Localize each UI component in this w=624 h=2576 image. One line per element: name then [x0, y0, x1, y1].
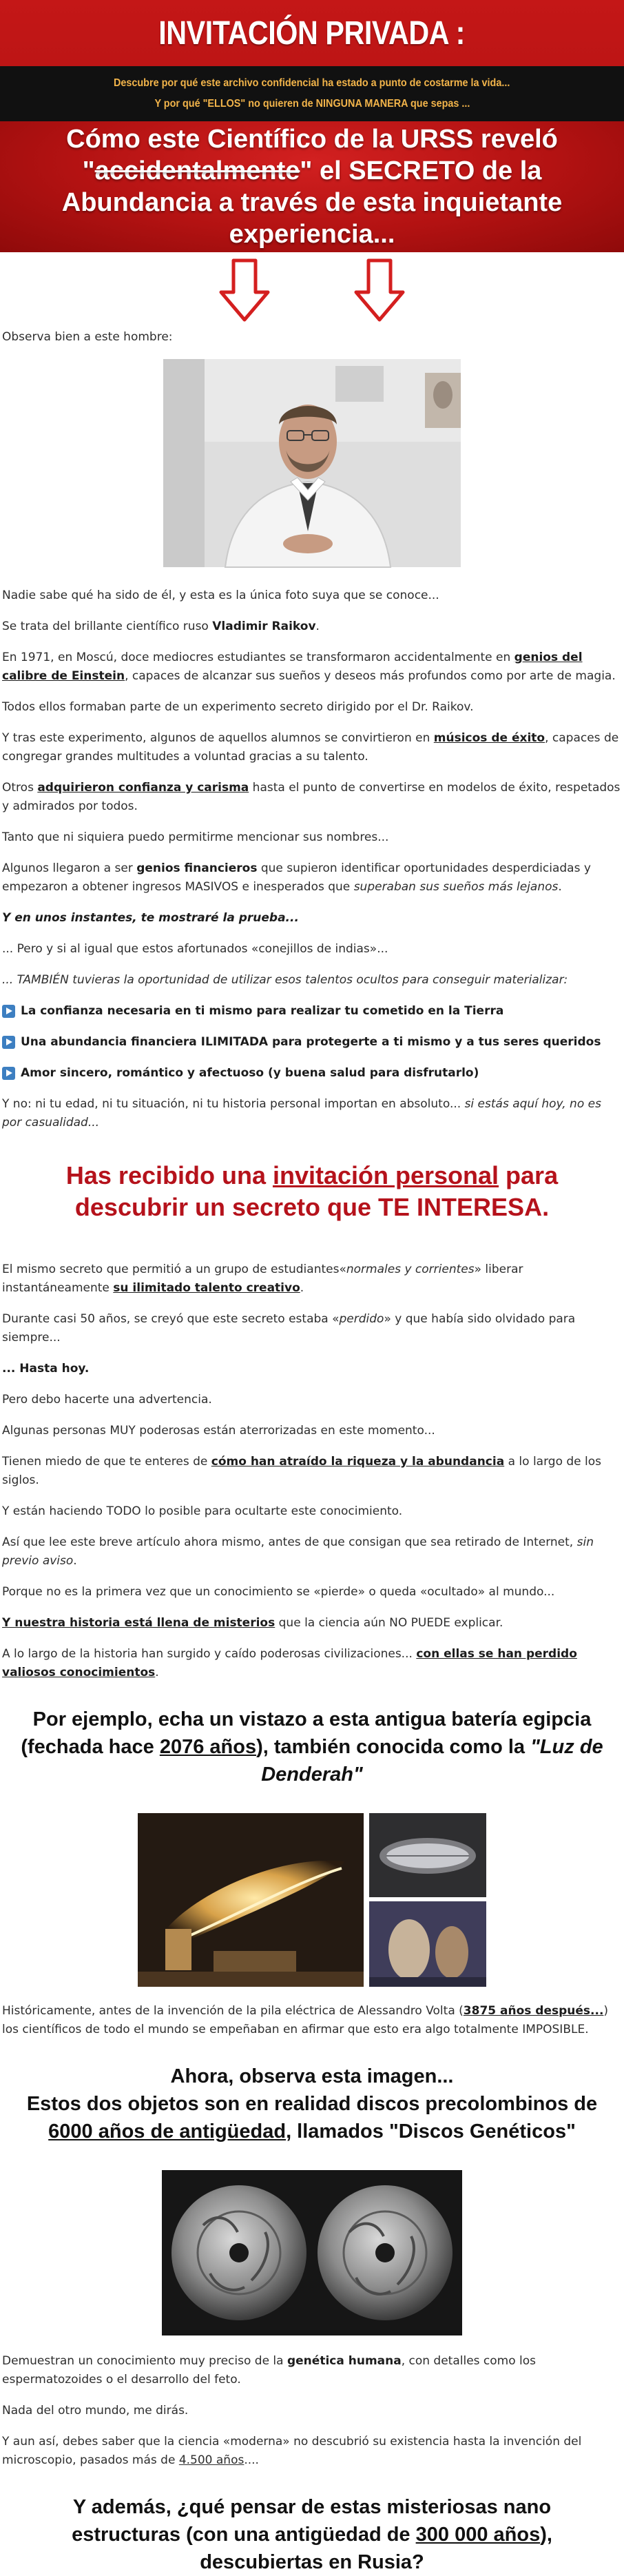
benefit-text: Amor sincero, romántico y afectuoso (y buena salud para disfrutarlo): [21, 1066, 479, 1080]
history-link[interactable]: Y nuestra historia está llena de misterios: [2, 1616, 275, 1630]
microscope-years-link[interactable]: 4.500 años: [178, 2453, 245, 2467]
battery-side-images: [369, 1813, 486, 1987]
financial-mid: que supieron identificar oportunidades desperdiciadas y empezaron a obtener ingresos MASIVOS e inesperados que: [2, 861, 591, 894]
headline-post: " el SECRETO de la Abundancia a través de esta inquietante experiencia...: [61, 156, 563, 249]
others-pre: Otros: [2, 781, 38, 795]
volta-years-link[interactable]: 3875 años después...: [463, 2004, 604, 2018]
experiment-text: Todos ellos formaban parte de un experimento secreto dirigido por el Dr. Raikov.: [2, 700, 474, 714]
fifty-pre: Durante casi 50 años, se creyó que este secreto estaba «: [2, 1312, 340, 1326]
read-italic: sin previo aviso: [2, 1535, 594, 1568]
history-post: que la ciencia aún NO PUEDE explicar.: [275, 1616, 503, 1630]
not-matter-text: [2, 1095, 622, 1132]
hero-headline: [28, 123, 596, 250]
scientist-pre: Se trata del brillante científico ruso: [2, 620, 213, 633]
musicians-pre: Y tras este experimento, algunos de aquellos alumnos se convirtieron en: [2, 731, 434, 745]
headline-strike: accidentalmente: [94, 156, 300, 185]
einstein-link[interactable]: genios del calibre de Einstein: [2, 651, 583, 683]
financial-pre: Algunos llegaron a ser: [2, 861, 137, 875]
battery-mid2: ), también conocida como la: [256, 1736, 531, 1758]
band-line-2: Y por qué "ELLOS" no quieren de NINGUNA MANERA que sepas ...: [154, 98, 470, 110]
fifty-years-text: [2, 1310, 622, 1347]
genetic-bold: genética humana: [287, 2354, 402, 2368]
genetic-pre: Demuestran un conocimiento muy preciso de la: [2, 2354, 287, 2368]
same-secret-text: [2, 1260, 622, 1298]
invitation-link[interactable]: invitación personal: [272, 1161, 499, 1189]
benefit-item: [2, 1002, 622, 1021]
moscow-post: , capaces de alcanzar sus sueños y deseos más profundos como por arte de magia.: [125, 669, 616, 683]
play-bullet-icon: [2, 1005, 15, 1018]
glass-bulb-icon: [369, 1813, 486, 1897]
lucky-text: ... Pero y si al igual que estos afortunados «conejillos de indias»...: [2, 942, 388, 956]
dendera-light-icon: [138, 1813, 364, 1987]
invitation-heading: [43, 1160, 581, 1223]
battery-mid: (fechada hace: [21, 1736, 160, 1758]
battery-italic: "Luz de Denderah": [261, 1736, 603, 1786]
genetic-text: [2, 2352, 622, 2389]
history-text: [2, 1614, 622, 1633]
creative-talent-link[interactable]: su ilimitado talento creativo: [113, 1281, 300, 1295]
discs-bold: discos precolombinos: [356, 2093, 569, 2115]
hero-header: [0, 0, 624, 252]
until-today-text: ... Hasta hoy.: [2, 1362, 90, 1376]
same-pre: El mismo secreto que permitió a un grupo de estudiantes«: [2, 1263, 346, 1276]
battery-glass-image: [369, 1813, 486, 1897]
powerful-text: Algunas personas MUY poderosas están aterrorizadas en este momento...: [2, 1424, 435, 1438]
battery-images: [2, 1813, 622, 1987]
scientist-name: Vladimir Raikov: [212, 620, 316, 633]
not-matter-pre: Y no: ni tu edad, ni tu situación, ni tu historia personal importan en absoluto...: [2, 1097, 465, 1111]
band-line-1: Descubre por qué este archivo confidencial ha estado a punto de costarme la vida...: [114, 77, 510, 89]
play-bullet-icon: [2, 1067, 15, 1080]
civ-post: .: [155, 1666, 159, 1679]
dendera-relief-image: [138, 1813, 364, 1987]
fifty-italic: perdido: [339, 1312, 384, 1326]
not-matter-italic: si estás aquí hoy, no es por casualidad...: [2, 1097, 601, 1129]
read-post: .: [73, 1554, 77, 1568]
battery-bold: antigua batería egipcia: [375, 1708, 592, 1730]
benefit-text: La confianza necesaria en ti mismo para realizar tu cometido en la Tierra: [21, 1004, 504, 1018]
play-bullet-icon: [2, 1036, 15, 1049]
benefit-text: Una abundancia financiera ILIMITADA para protegerte a ti mismo y a tus seres queridos: [21, 1035, 601, 1049]
scientist-portrait-icon: [163, 359, 461, 567]
discs-years-link[interactable]: 6000 años de antigüedad: [48, 2120, 287, 2143]
nano-heading: [16, 2493, 608, 2576]
raikov-photo: [163, 359, 461, 567]
nano-post: ), descubiertas en Rusia?: [200, 2524, 552, 2573]
others-post: hasta el punto de convertirse en modelos de éxito, respetados y admirados por todos.: [2, 781, 621, 813]
not-first-text: Porque no es la primera vez que un conocimiento se «pierde» o queda «ocultado» al mundo...: [2, 1585, 555, 1599]
wealth-link[interactable]: cómo han atraído la riqueza y la abundancia: [211, 1455, 505, 1469]
genetic-discs-image: [162, 2170, 462, 2335]
lost-knowledge-link[interactable]: con ellas se han perdido valiosos conocimientos: [2, 1647, 577, 1679]
down-arrow-icon: [218, 258, 271, 323]
discs-line1: Ahora, observa esta imagen...: [170, 2065, 454, 2087]
hero-title-bar: [0, 0, 624, 66]
article-body: [0, 328, 624, 2576]
genetic-discs-image-wrap: [2, 2170, 622, 2335]
financial-bold: genios financieros: [136, 861, 258, 875]
battery-years-link[interactable]: 2076 años: [159, 1736, 257, 1758]
civilizations-text: [2, 1645, 622, 1682]
nano-years-link[interactable]: 300 000 años: [415, 2524, 541, 2546]
discs-heading: [16, 2063, 608, 2145]
hide-text: Y están haciendo TODO lo posible para ocultarte este conocimiento.: [2, 1504, 403, 1518]
genetic-post: , con detalles como los espermatozoides o el desarrollo del feto.: [2, 2354, 537, 2386]
proof-text: Y en unos instantes, te mostraré la prueba...: [2, 911, 299, 925]
musicians-link[interactable]: músicos de éxito: [433, 731, 545, 745]
benefit-item: [2, 1064, 622, 1083]
nano-bold: misteriosas nano estructuras: [72, 2496, 552, 2546]
confidence-link[interactable]: adquirieron confianza y carisma: [37, 781, 249, 795]
down-arrows: [0, 252, 624, 328]
battery-pre: Por ejemplo, echa un vistazo a esta: [32, 1708, 375, 1730]
so-much-text: Tanto que ni siquiera puedo permitirme mencionar sus nombres...: [2, 830, 389, 844]
volta-pre: Históricamente, antes de la invención de la pila eléctrica de Alessandro Volta (: [2, 2004, 464, 2018]
warning-text: Pero debo hacerte una advertencia.: [2, 1393, 212, 1407]
hero-headline-area: [0, 121, 624, 252]
nobody-knows-text: Nadie sabe qué ha sido de él, y esta es la única foto suya que se conoce...: [2, 589, 439, 602]
raikov-photo-wrap: [2, 359, 622, 567]
moscow-text: [2, 648, 622, 686]
nano-pre: Y además, ¿qué pensar de estas: [72, 2496, 387, 2518]
invitation-pre: Has recibido una: [65, 1161, 273, 1189]
still-post: ....: [244, 2453, 259, 2467]
still-pre: Y aun así, debes saber que la ciencia «moderna» no descubrió su existencia hasta la invención del microscopio, pasados más de: [2, 2435, 582, 2467]
civ-pre: A lo largo de la historia han surgido y caído poderosas civilizaciones...: [2, 1647, 417, 1661]
financial-post: .: [558, 880, 562, 894]
financial-text: [2, 859, 622, 897]
volta-text: [2, 2002, 622, 2039]
same-post: .: [300, 1281, 304, 1295]
fifty-post: » y que había sido olvidado para siempre...: [2, 1312, 576, 1345]
musicians-post: , capaces de congregar grandes multitudes a voluntad gracias a su talento.: [2, 731, 619, 764]
fear-pre: Tienen miedo de que te enteres de: [2, 1455, 211, 1469]
financial-italic: superaban sus sueños más lejanos: [353, 880, 559, 894]
scientist-post: .: [315, 620, 320, 633]
confidential-band: [0, 66, 624, 121]
read-now-text: [2, 1533, 622, 1571]
same-mid: » liberar instantáneamente: [2, 1263, 523, 1295]
discs-mid: de: [568, 2093, 598, 2115]
microscope-text: [2, 2433, 622, 2470]
also-text: ... TAMBIÉN tuvieras la oportunidad de utilizar esos talentos ocultos para conseguir materializar:: [2, 973, 568, 987]
same-italic: normales y corrientes: [346, 1263, 475, 1276]
nothing-special-text: Nada del otro mundo, me dirás.: [2, 2404, 189, 2417]
battery-heading: [16, 1706, 608, 1788]
look-text: Observa bien a este hombre:: [2, 330, 173, 344]
invitation-post: para descubrir un secreto que TE INTERESA.: [74, 1161, 559, 1221]
moscow-pre: En 1971, en Moscú, doce mediocres estudiantes se transformaron accidentalmente en: [2, 651, 514, 664]
clay-jar-icon: [369, 1901, 486, 1987]
volta-post: ) los científicos de todo el mundo se empeñaban en afirmar que esto era algo totalmente IMPOSIBLE.: [2, 2004, 609, 2036]
discs-pre: Estos dos objetos son en realidad: [26, 2093, 357, 2115]
down-arrow-icon: [353, 258, 406, 323]
read-pre: Así que lee este breve artículo ahora mismo, antes de que consigan que sea retirado de Internet,: [2, 1535, 577, 1549]
musicians-text: [2, 729, 622, 766]
benefit-item: [2, 1033, 622, 1052]
page-title: INVITACIÓN PRIVADA :: [158, 14, 466, 52]
discs-post: , llamados "Discos Genéticos": [286, 2120, 576, 2143]
genetic-disc-icon: [162, 2170, 462, 2335]
nano-mid: (con una antigüedad de: [180, 2524, 416, 2546]
fear-text: [2, 1453, 622, 1490]
others-text: [2, 779, 622, 816]
fear-post: a lo largo de los siglos.: [2, 1455, 602, 1487]
scientist-text: [2, 617, 622, 636]
headline-pre: Cómo este Científico de la URSS reveló ": [66, 125, 558, 185]
battery-jar-image: [369, 1901, 486, 1987]
